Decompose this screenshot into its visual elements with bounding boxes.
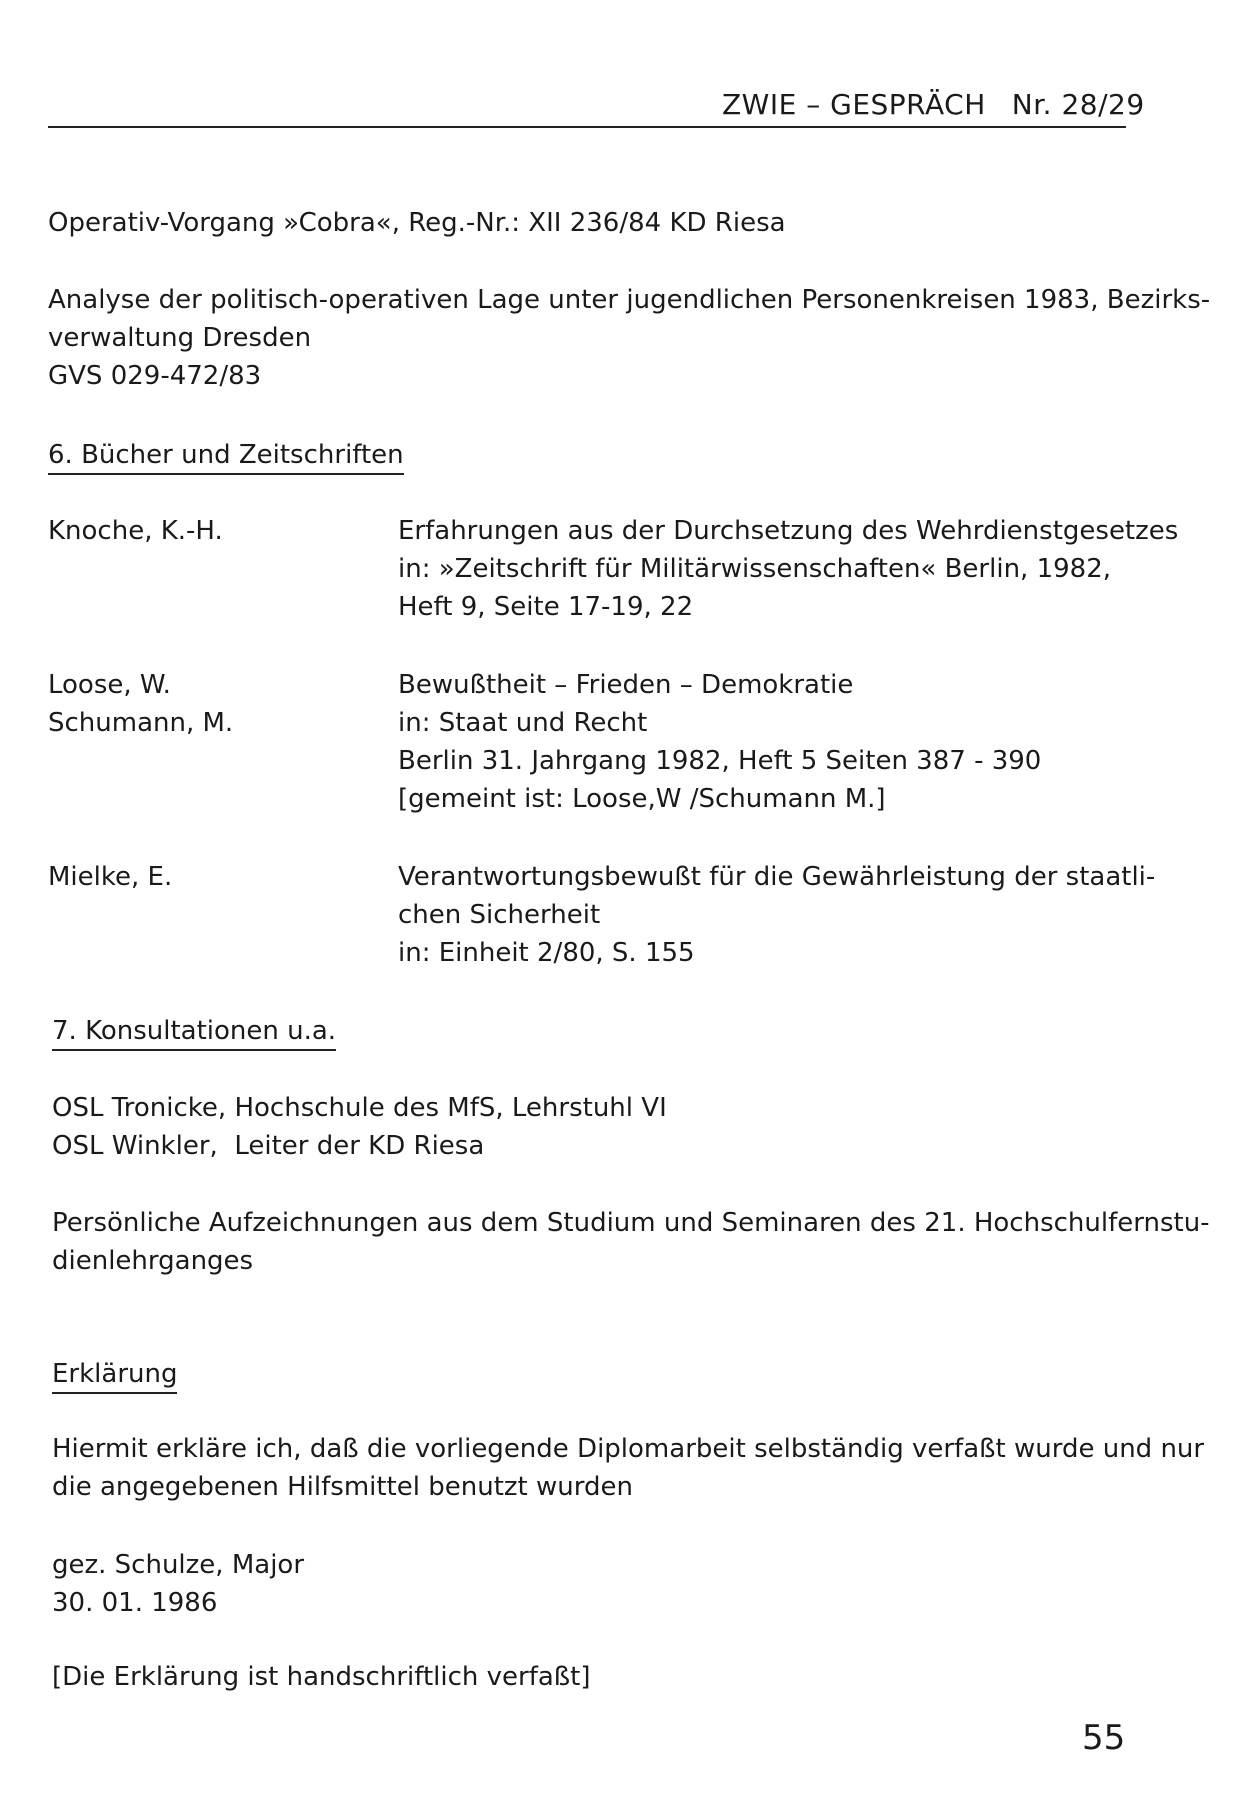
declaration-paragraph [52,1430,1204,1506]
declaration-line: die angegebenen Hilfsmittel benutzt wurden [52,1472,633,1502]
operative-process-line: Operativ-Vorgang »Cobra«, Reg.-Nr.: XII 236/84 KD Riesa [48,208,786,238]
bib-line: Verantwortungsbewußt für die Gewährleistung der staatli- [398,862,1156,892]
bib-entry-authors [48,858,172,896]
signature-block [52,1546,304,1622]
bib-entry-authors [48,512,223,550]
bib-line: Berlin 31. Jahrgang 1982, Heft 5 Seiten 387 - 390 [398,746,1042,776]
journal-title: ZWIE – GESPRÄCH [722,88,986,121]
personal-notes-paragraph [52,1204,1210,1280]
bib-line: Erfahrungen aus der Durchsetzung des Wehrdienstgesetzes [398,516,1179,546]
bib-line: Bewußtheit – Frieden – Demokratie [398,670,854,700]
notes-line: Persönliche Aufzeichnungen aus dem Studium und Seminaren des 21. Hochschulfernstu- [52,1208,1210,1238]
signature: gez. Schulze, Major [52,1550,305,1580]
section-heading-declaration [52,1355,177,1393]
bib-line: [gemeint ist: Loose,W /Schumann M.] [398,784,886,814]
analysis-line: Analyse der politisch-operativen Lage unter jugendlichen Personenkreisen 1983, Bezirks- [48,285,1211,315]
bib-entry-authors [48,666,233,742]
author-name: Schumann, M. [48,708,234,738]
section-heading-books [48,436,404,474]
page-number: 55 [1082,1718,1126,1758]
section-heading-text: 6. Bücher und Zeitschriften [48,440,404,475]
issue-number: Nr. 28/29 [1011,88,1145,121]
bib-line: chen Sicherheit [398,900,601,930]
bib-entry-text [398,666,1041,818]
section-heading-consultations [52,1012,336,1050]
analysis-line: GVS 029-472/83 [48,361,262,391]
signature-date: 30. 01. 1986 [52,1588,218,1618]
author-name: Knoche, K.-H. [48,516,223,546]
running-header [722,88,1145,121]
header-rule [48,126,1126,128]
consultation-line: OSL Winkler, Leiter der KD Riesa [52,1131,485,1161]
bib-line: in: Staat und Recht [398,708,648,738]
bib-line: Heft 9, Seite 17-19, 22 [398,592,694,622]
analysis-line: verwaltung Dresden [48,323,312,353]
bib-entry-text [398,858,1155,972]
declaration-line: Hiermit erkläre ich, daß die vorliegende Diplomarbeit selbständig verfaßt wurde und nur [52,1434,1205,1464]
consultations-list [52,1089,667,1165]
bib-line: in: Einheit 2/80, S. 155 [398,938,695,968]
bib-entry-text [398,512,1178,626]
handwritten-note: [Die Erklärung ist handschriftlich verfaßt] [52,1662,591,1692]
bib-line: in: »Zeitschrift für Militärwissenschaften« Berlin, 1982, [398,554,1112,584]
author-name: Loose, W. [48,670,171,700]
section-heading-text: 7. Konsultationen u.a. [52,1016,336,1051]
notes-line: dienlehrganges [52,1246,254,1276]
analysis-paragraph [48,281,1210,395]
section-heading-text: Erklärung [52,1359,177,1394]
author-name: Mielke, E. [48,862,173,892]
consultation-line: OSL Tronicke, Hochschule des MfS, Lehrstuhl VI [52,1093,667,1123]
